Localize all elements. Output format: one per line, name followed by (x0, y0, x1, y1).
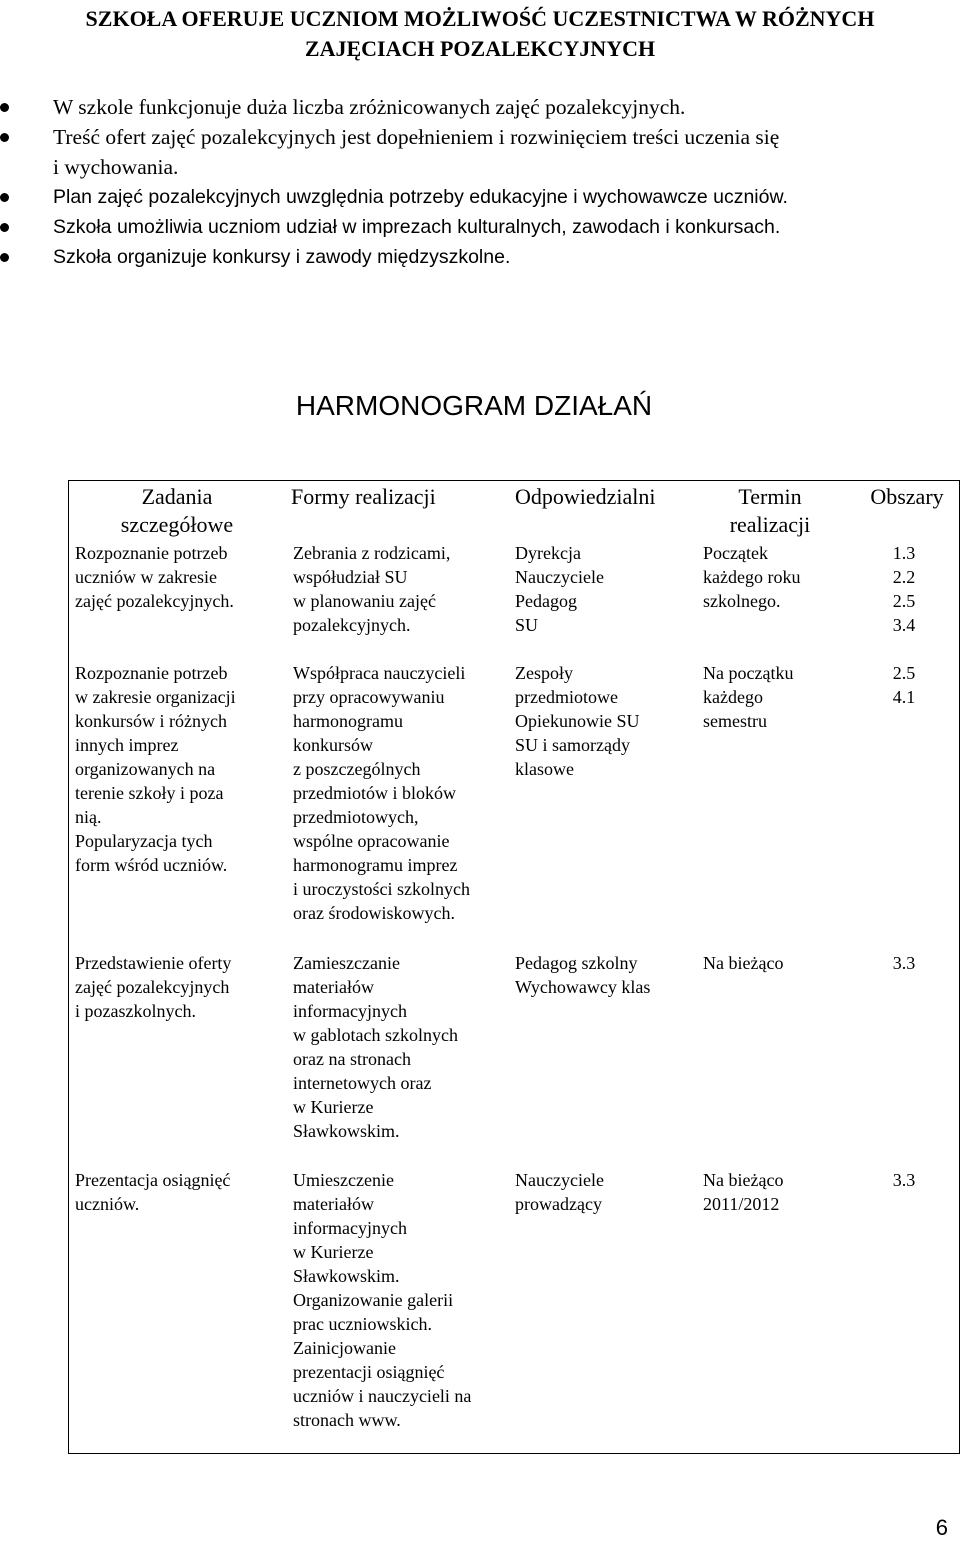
cell-line: Dyrekcja (515, 543, 581, 563)
cell-line: stronach www. (293, 1410, 401, 1430)
cell-line: oraz na stronach (293, 1049, 411, 1069)
bullet-list (0, 92, 940, 272)
header-formy (291, 483, 511, 511)
cell-line: Na bieżąco (703, 1170, 784, 1190)
cell-line: Współpraca nauczycieli (293, 663, 466, 683)
cell-line: innych imprez (75, 735, 179, 755)
page-title-line-2: ZAJĘCIACH POZALEKCYJNYCH (304, 36, 656, 61)
table-cell-c4 (703, 1168, 843, 1216)
cell-line: z poszczególnych (293, 759, 421, 779)
table-cell-c1 (75, 541, 279, 613)
table-cell-c2 (293, 1168, 505, 1432)
bullet-icon (0, 193, 9, 202)
cell-line: Sławkowskim. (293, 1121, 400, 1141)
cell-line: 2.2 (892, 567, 916, 587)
cell-line: Prezentacja osiągnięć (75, 1170, 231, 1190)
cell-line: 2.5 (892, 663, 916, 683)
cell-line: przedmiotowych, (293, 807, 419, 827)
bullet-text: Plan zajęć pozalekcyjnych uwzględnia potrzeby edukacyjne i wychowawcze uczniów. (53, 186, 788, 208)
table-cell-c5 (849, 1168, 959, 1192)
bullet-icon (0, 103, 9, 112)
table-cell-c3 (515, 951, 695, 999)
cell-line: Rozpoznanie potrzeb (75, 543, 228, 563)
cell-line: pozalekcyjnych. (293, 615, 411, 635)
cell-line: współudział SU (293, 567, 408, 587)
cell-line: materiałów (293, 977, 374, 997)
cell-line: każdego roku (703, 567, 801, 587)
cell-line: harmonogramu imprez (293, 855, 458, 875)
header-zadania (69, 483, 285, 539)
table-cell-c2 (293, 541, 505, 637)
cell-line: Rozpoznanie potrzeb (75, 663, 228, 683)
cell-line: 1.3 (892, 543, 916, 563)
cell-line: Wychowawcy klas (515, 977, 651, 997)
cell-line: 3.3 (892, 953, 916, 973)
table-cell-c3 (515, 541, 695, 637)
table-cell-c1 (75, 1168, 279, 1216)
cell-line: w zakresie organizacji (75, 687, 236, 707)
header-termin (695, 483, 845, 539)
cell-line: 3.4 (892, 615, 916, 635)
cell-line: Zespoły (515, 663, 573, 683)
header-odpowiedzialni (515, 483, 715, 511)
cell-line: informacyjnych (293, 1001, 407, 1021)
table-cell-c3 (515, 1168, 695, 1216)
cell-line: 3.3 (892, 1170, 916, 1190)
cell-line: uczniów. (75, 1194, 140, 1214)
cell-line: oraz środowiskowych. (293, 903, 455, 923)
table-cell-c5 (849, 541, 959, 637)
cell-line: Na bieżąco (703, 953, 784, 973)
table-cell-c2 (293, 951, 505, 1143)
cell-line: każdego (703, 687, 763, 707)
cell-line: zajęć pozalekcyjnych (75, 977, 230, 997)
bullet-text: Treść ofert zajęć pozalekcyjnych jest dopełnieniem i rozwinięciem treści uczenia się (53, 125, 780, 149)
cell-line: 2011/2012 (703, 1194, 780, 1214)
cell-line: szkolnego. (703, 591, 781, 611)
table-cell-c4 (703, 541, 843, 613)
bullet-text: Szkoła umożliwia uczniom udział w imprezach kulturalnych, zawodach i konkursach. (53, 216, 781, 238)
cell-line: Na początku (703, 663, 794, 683)
cell-line: terenie szkoły i poza (75, 783, 224, 803)
cell-line: Pedagog szkolny (515, 953, 638, 973)
bullet-icon (0, 223, 9, 232)
header-text: realizacji (729, 512, 811, 537)
cell-line: prac uczniowskich. (293, 1314, 432, 1334)
cell-line: wspólne opracowanie (293, 831, 450, 851)
harmonogram-heading: HARMONOGRAM DZIAŁAŃ (295, 390, 653, 421)
cell-line: Umieszczenie (293, 1170, 394, 1190)
header-text: Termin (738, 484, 802, 509)
page-title-line-1: SZKOŁA OFERUJE UCZNIOM MOŻLIWOŚĆ UCZESTNICTWA W RÓŻNYCH (85, 6, 875, 31)
cell-line: Przedstawienie oferty (75, 953, 232, 973)
cell-line: Nauczyciele (515, 1170, 604, 1190)
cell-line: zajęć pozalekcyjnych. (75, 591, 234, 611)
bullet-item (0, 212, 940, 242)
cell-line: Nauczyciele (515, 567, 604, 587)
header-text: Obszary (870, 484, 944, 509)
cell-line: form wśród uczniów. (75, 855, 228, 875)
cell-line: uczniów w zakresie (75, 567, 217, 587)
cell-line: w Kurierze (293, 1242, 374, 1262)
cell-line: harmonogramu (293, 711, 403, 731)
bullet-item (0, 122, 940, 182)
cell-line: Zebrania z rodzicami, (293, 543, 451, 563)
cell-line: klasowe (515, 759, 574, 779)
table-cell-c4 (703, 661, 843, 733)
cell-line: Organizowanie galerii (293, 1290, 454, 1310)
bullet-text: W szkole funkcjonuje duża liczba zróżnicowanych zajęć pozalekcyjnych. (53, 95, 686, 119)
header-text: Zadania (141, 484, 213, 509)
cell-line: Początek (703, 543, 768, 563)
table-cell-c5 (849, 951, 959, 975)
cell-line: Sławkowskim. (293, 1266, 400, 1286)
page-number: 6 (935, 1515, 948, 1540)
cell-line: Pedagog (515, 591, 577, 611)
bullet-item (0, 182, 940, 212)
table-cell-c5 (849, 661, 959, 709)
cell-line: semestru (703, 711, 767, 731)
header-text: Formy realizacji (291, 484, 436, 509)
header-text: Odpowiedzialni (515, 484, 656, 509)
cell-line: prowadzący (515, 1194, 602, 1214)
cell-line: Zainicjowanie (293, 1338, 396, 1358)
table-cell-c1 (75, 951, 279, 1023)
bullet-text: i wychowania. (53, 155, 179, 179)
cell-line: Popularyzacja tych (75, 831, 213, 851)
cell-line: 2.5 (892, 591, 916, 611)
cell-line: Opiekunowie SU (515, 711, 640, 731)
cell-line: konkursów i różnych (75, 711, 227, 731)
cell-line: przedmiotów i bloków (293, 783, 456, 803)
harmonogram-table (68, 480, 960, 1454)
table-cell-c2 (293, 661, 505, 925)
cell-line: konkursów (293, 735, 373, 755)
cell-line: internetowych oraz (293, 1073, 432, 1093)
cell-line: i uroczystości szkolnych (293, 879, 470, 899)
cell-line: Zamieszczanie (293, 953, 400, 973)
cell-line: 4.1 (892, 687, 916, 707)
cell-line: przy opracowywaniu (293, 687, 445, 707)
cell-line: SU i samorządy (515, 735, 630, 755)
cell-line: materiałów (293, 1194, 374, 1214)
cell-line: prezentacji osiągnięć (293, 1362, 445, 1382)
cell-line: informacyjnych (293, 1218, 407, 1238)
cell-line: SU (515, 615, 539, 635)
cell-line: nią. (75, 807, 102, 827)
table-cell-c4 (703, 951, 843, 975)
cell-line: w planowaniu zajęć (293, 591, 436, 611)
bullet-item (0, 242, 940, 272)
header-text: szczegółowe (120, 512, 234, 537)
cell-line: w gablotach szkolnych (293, 1025, 458, 1045)
cell-line: w Kurierze (293, 1097, 374, 1117)
bullet-item (0, 92, 940, 122)
cell-line: przedmiotowe (515, 687, 618, 707)
header-obszary (853, 483, 960, 511)
table-cell-c1 (75, 661, 279, 877)
cell-line: i pozaszkolnych. (75, 1001, 196, 1021)
bullet-text: Szkoła organizuje konkursy i zawody międzyszkolne. (53, 246, 511, 268)
bullet-icon (0, 253, 9, 262)
table-cell-c3 (515, 661, 695, 781)
page-title (18, 4, 942, 64)
bullet-icon (0, 133, 9, 142)
cell-line: organizowanych na (75, 759, 216, 779)
cell-line: uczniów i nauczycieli na (293, 1386, 472, 1406)
